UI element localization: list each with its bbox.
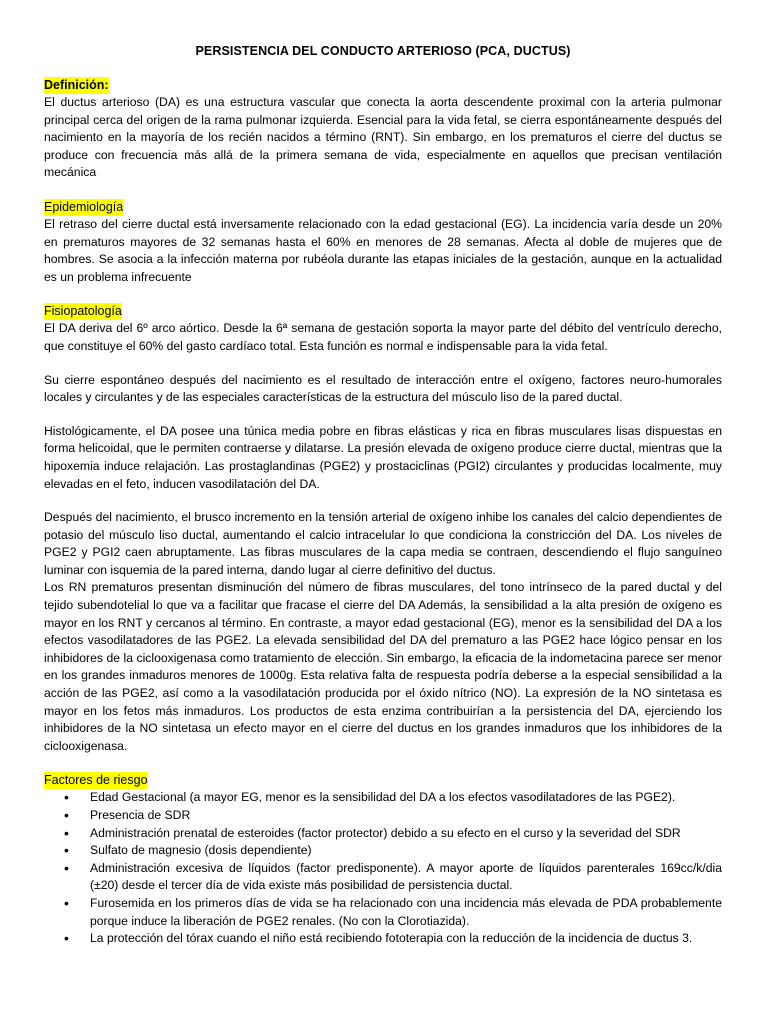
section-fisiopatologia: [44, 302, 722, 755]
section-heading-epidemiologia: Epidemiología: [44, 199, 124, 214]
document-title: PERSISTENCIA DEL CONDUCTO ARTERIOSO (PCA, DUCTUS): [195, 44, 571, 58]
risk-factor-item: • Administración excesiva de líquidos (factor predisponente). A mayor aporte de líquidos parenterales 169cc/k/dia (±20) desde el tercer día de vida existe más posibilidad de persistencia ductal.: [90, 860, 722, 895]
section-definicion: [44, 76, 722, 182]
risk-factor-item: • Presencia de SDR: [90, 807, 722, 825]
paragraph-fisiopatologia-2: Su cierre espontáneo después del nacimiento es el resultado de interacción entre el oxígeno, factores neuro-humorales locales y circulantes y de las especiales características de la estructura del músculo liso de la pared ductal.: [44, 372, 722, 405]
paragraph-definicion: El ductus arterioso (DA) es una estructura vascular que conecta la aorta descendente proximal con la arteria pulmonar principal cerca del origen de la rama pulmonar izquierda. Esencial para la vida fetal, se cierra espontáneamente después del nacimiento en la mayoría de los recién nacidos a término (RNT). Sin embargo, en los prematuros el cierre del ductus se produce con frecuencia más allá de la primera semana de vida, especialmente en aquellos que precisan ventilación mecánica: [44, 95, 722, 180]
paragraph-fisiopatologia-5: Los RN prematuros presentan disminución del número de fibras musculares, del tono intrínseco de la pared ductal y del tejido subendotelial lo que va a facilitar que fracase el cierre del DA Además, la sensibilidad a la alta presión de oxígeno es mayor en los RNT y cercanos al término. En contraste, a mayor edad gestacional (EG), menor es la sensibilidad del DA a los efectos vasodilatadores de las PGE2. La elevada sensibilidad del DA del prematuro a las PGE2 hace lógico pensar en los inhibidores de la ciclooxigenasa como tratamiento de elección. Sin embargo, la eficacia de la indometacina parece ser menor en los grandes inmaduros menores de 1000g. Esta relativa falta de respuesta podría deberse a la especial sensibilidad a la acción de las PGE2, así como a la vasodilatación producida por el óxido nítrico (NO). La expresión de la NO sintetasa es mayor en los fetos más inmaduros. Los productos de esta enzima contribuirían a la persistencia del DA, ejerciendo los inhibidores de la NO sintetasa un efecto mayor en el cierre del ductus en los grandes inmaduros que los inhibidores de la ciclooxigenasa.: [44, 580, 722, 753]
paragraph-fisiopatologia-3: Histológicamente, el DA posee una túnica media pobre en fibras elásticas y rica en fibras musculares lisas dispuestas en forma helicoidal, que le permiten contraerse y dilatarse. La presión elevada de oxígeno produce cierre ductal, mientras que la hipoxemia induce relajación. Las prostaglandinas (PGE2) y prostaciclinas (PGI2) circulantes y producidas localmente, muy elevadas en el feto, inducen vasodilatación del DA.: [44, 423, 722, 491]
section-heading-definicion: Definición:: [44, 78, 109, 92]
risk-factor-item: • Edad Gestacional (a mayor EG, menor es la sensibilidad del DA a los efectos vasodilatadores de las PGE2).: [90, 789, 722, 807]
section-heading-factores-de-riesgo: Factores de riesgo: [44, 773, 148, 788]
risk-factor-item: • Furosemida en los primeros días de vida se ha relacionado con una incidencia más elevada de PDA probablemente porque induce la liberación de PGE2 renales. (No con la Clorotiazida).: [90, 895, 722, 930]
paragraph-fisiopatologia-1: El DA deriva del 6º arco aórtico. Desde la 6ª semana de gestación soporta la mayor parte del débito del ventrículo derecho, que constituye el 60% del gasto cardíaco total. Esta función es normal e indispensable para la vida fetal.: [44, 321, 722, 353]
paragraph-epidemiologia: El retraso del cierre ductal está inversamente relacionado con la edad gestacional (EG). La incidencia varía desde un 20% en prematuros mayores de 32 semanas hasta el 60% en menores de 28 semanas. Afecta al doble de mujeres que de hombres. Se asocia a la infección materna por rubéola durante las etapas iniciales de la gestación, aunque en la actualidad es un problema infrecuente: [44, 216, 722, 284]
paragraph-fisiopatologia-4: Después del nacimiento, el brusco incremento en la tensión arterial de oxígeno inhibe los canales del calcio dependientes de potasio del músculo liso ductal, aumentando el calcio intracelular lo que condiciona la constricción del DA. Los niveles de PGE2 y PGI2 caen abruptamente. Las fibras musculares de la capa media se contraen, descendiendo el flujo sanguíneo luminar con isquemia de la pared interna, dando lugar al cierre definitivo del ductus.: [44, 510, 722, 577]
risk-factor-item: • La protección del tórax cuando el niño está recibiendo fototerapia con la reducción de la incidencia de ductus 3.: [90, 930, 722, 948]
section-epidemiologia: [44, 198, 722, 286]
section-factores-de-riesgo: [44, 771, 722, 947]
risk-factor-item: • Sulfato de magnesio (dosis dependiente): [90, 842, 722, 860]
document-page: [44, 44, 722, 964]
risk-factor-item: • Administración prenatal de esteroides (factor protector) debido a su efecto en el curso y la severidad del SDR: [90, 825, 722, 843]
section-heading-fisiopatologia: Fisiopatología: [44, 304, 122, 319]
risk-factor-list: [44, 789, 722, 947]
